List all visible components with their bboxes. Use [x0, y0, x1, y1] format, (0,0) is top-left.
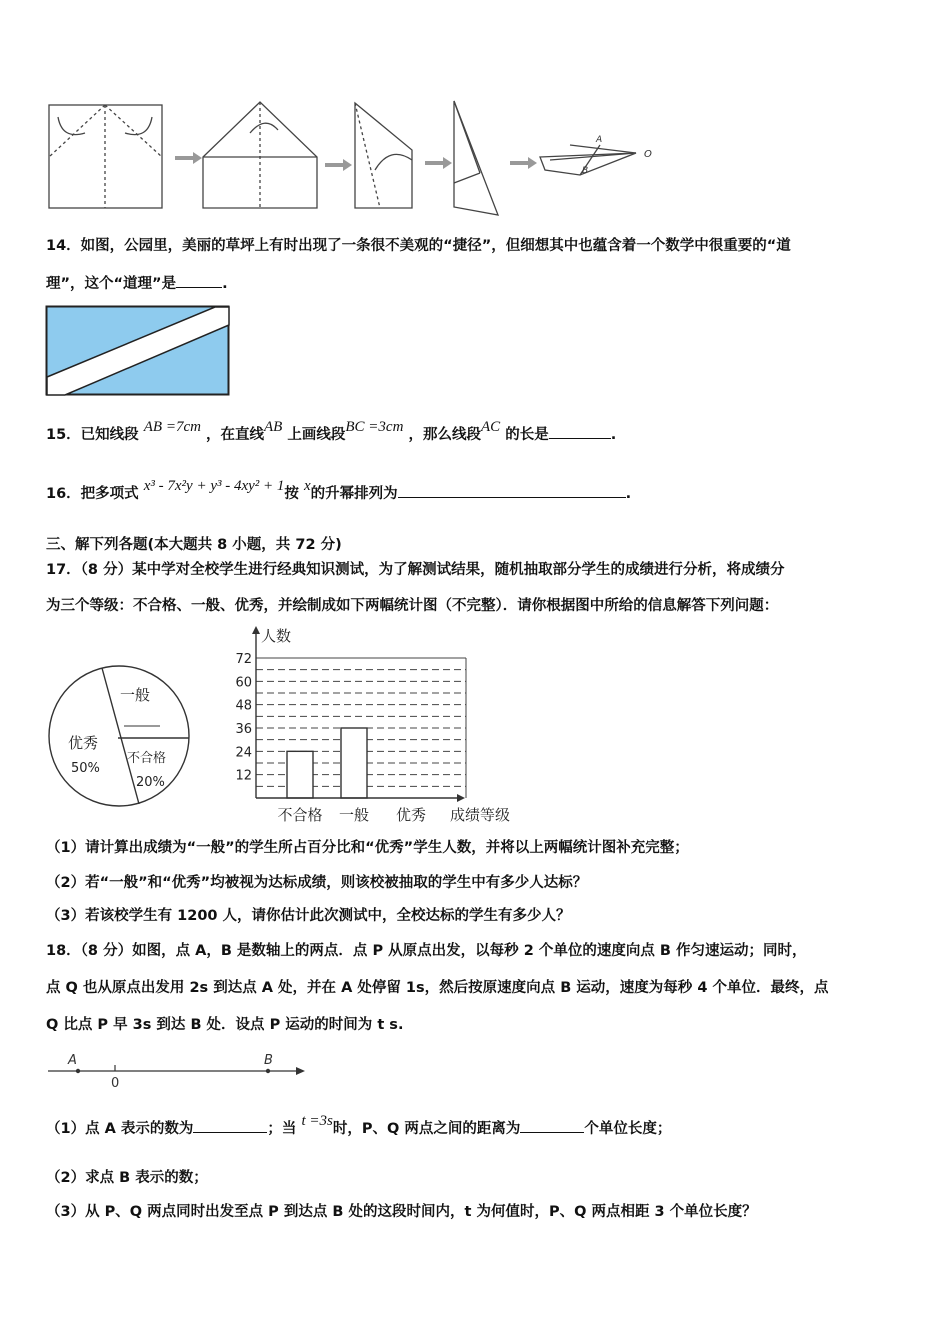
x-axis-arrow — [457, 794, 465, 802]
q15-line — [46, 418, 616, 452]
q15-expr-ac: AC — [480, 419, 501, 435]
bar-0 — [287, 751, 313, 798]
q18-line2: 点 Q 也从原点出发用 2s 到达点 A 处，并在 A 处停留 1s，然后按原速度向点 B 运动，速度为每秒 4 个单位．最终，点 — [46, 980, 829, 996]
q17-sub1: （1）请计算出成绩为“一般”的学生所占百分比和“优秀”学生人数，并将以上两幅统计图补充完整； — [46, 840, 689, 856]
pie-value-buhege: 20% — [136, 775, 165, 790]
x-axis-label: 成绩等级 — [450, 806, 511, 824]
q15-text-mid1: ，在直线 — [206, 427, 264, 443]
q16-var-x: x — [303, 478, 311, 494]
q15-text-mid3: ，那么线段 — [408, 427, 481, 443]
y-tick-label: 60 — [235, 675, 252, 691]
q18-blank-a — [193, 1118, 267, 1133]
q18-sub1-start: （1）点 A 表示的数为 — [46, 1121, 194, 1137]
number-line — [44, 1050, 310, 1092]
q16-text-end: 的升幂排列为 — [310, 486, 398, 502]
q18-expr-t: t =3s — [301, 1113, 333, 1129]
q18-sub1-end: 个单位长度； — [584, 1121, 672, 1137]
y-axis-label: 人数 — [261, 627, 292, 645]
q16-line — [46, 477, 631, 511]
q18-sub1-mid: ；当 — [267, 1121, 297, 1137]
q15-text-end: 的长是 — [505, 427, 549, 443]
y-tick-label: 72 — [235, 652, 252, 667]
q14-line1: 14．如图，公园里，美丽的草坪上有时出现了一条很不美观的“捷径”，但细想其中也蕴含着一个数学中很重要的“道 — [46, 238, 791, 254]
y-tick-label: 48 — [235, 698, 252, 714]
pie-value-youxiu: 50% — [71, 761, 100, 776]
q18-sub2: （2）求点 B 表示的数； — [46, 1170, 208, 1186]
y-tick-label: 24 — [235, 745, 252, 761]
q16-text-mid: 按 — [284, 486, 299, 502]
q16-period: . — [625, 486, 632, 502]
y-tick-label: 12 — [235, 768, 252, 784]
q16-polynomial: x³ - 7x²y + y³ - 4xy² + 1 — [143, 478, 285, 494]
q14-line2-text: 理”，这个“道理”是 — [46, 276, 177, 292]
q18-blank-distance — [520, 1118, 584, 1133]
q15-expr-ab2: AB — [264, 419, 283, 435]
q16-answer-blank — [398, 483, 626, 498]
label-a: A — [68, 1053, 77, 1068]
paper-folding-figure — [40, 95, 680, 220]
pie-label-buhege: 不合格 — [127, 751, 167, 766]
y-axis-arrow — [252, 626, 260, 634]
q18-sub1-mid2: 时，P、Q 两点之间的距离为 — [332, 1121, 521, 1137]
q15-period: . — [610, 427, 617, 443]
q14-answer-blank — [176, 273, 222, 288]
q15-expr-ab: AB =7cm — [143, 419, 201, 435]
category-label-2: 优秀 — [395, 806, 427, 824]
q18-line3: Q 比点 P 早 3s 到达 B 处．设点 P 运动的时间为 t s. — [46, 1017, 404, 1033]
lawn-shortcut-figure — [45, 305, 231, 397]
pie-label-youxiu: 优秀 — [68, 734, 99, 752]
q14-line2 — [46, 273, 228, 294]
airplane-label-b: B — [582, 166, 589, 176]
number-line-arrow — [296, 1067, 305, 1075]
q17-sub3: （3）若该校学生有 1200 人，请你估计此次测试中，全校达标的学生有多少人？ — [46, 908, 571, 924]
category-label-1: 一般 — [338, 806, 370, 824]
q15-text-mid2: 上画线段 — [287, 427, 346, 443]
q17-sub2: （2）若“一般”和“优秀”均被视为达标成绩，则该校被抽取的学生中有多少人达标？ — [46, 875, 588, 891]
q16-text-start: 16．把多项式 — [46, 486, 139, 502]
q15-text-start: 15．已知线段 — [46, 427, 139, 443]
section3-title: 三、解下列各题(本大题共 8 小题，共 72 分) — [46, 537, 342, 553]
fold-step-1 — [49, 105, 162, 208]
label-b: B — [264, 1053, 273, 1068]
q15-expr-bc: BC =3cm — [345, 419, 404, 435]
airplane-label-a: A — [596, 135, 603, 145]
bar-1 — [341, 728, 367, 798]
point-b — [266, 1069, 270, 1073]
airplane-label-o: O — [644, 149, 652, 160]
pie-label-yiban: 一般 — [120, 686, 151, 704]
y-tick-label: 36 — [235, 722, 252, 737]
q17-line1: 17．（8 分）某中学对全校学生进行经典知识测试，为了解测试结果，随机抽取部分学生的成绩进行分析，将成绩分 — [46, 562, 785, 578]
point-a — [76, 1069, 80, 1073]
category-label-0: 不合格 — [277, 806, 323, 824]
q18-sub3: （3）从 P、Q 两点同时出发至点 P 到达点 B 处的这段时间内，t 为何值时，P、Q 两点相距 3 个单位长度？ — [46, 1204, 757, 1220]
bar-chart — [228, 624, 528, 828]
q14-period: . — [222, 276, 228, 292]
q18-sub1 — [46, 1112, 671, 1146]
label-zero: 0 — [111, 1076, 120, 1091]
q18-line1: 18．（8 分）如图，点 A，B 是数轴上的两点．点 P 从原点出发，以每秒 2 个单位的速度向点 B 作匀速运动；同时， — [46, 943, 807, 959]
pie-chart — [44, 662, 196, 812]
q17-line2: 为三个等级：不合格、一般、优秀，并绘制成如下两幅统计图（不完整）．请你根据图中所给的信息解答下列问题： — [46, 598, 779, 614]
q15-answer-blank — [549, 424, 611, 439]
